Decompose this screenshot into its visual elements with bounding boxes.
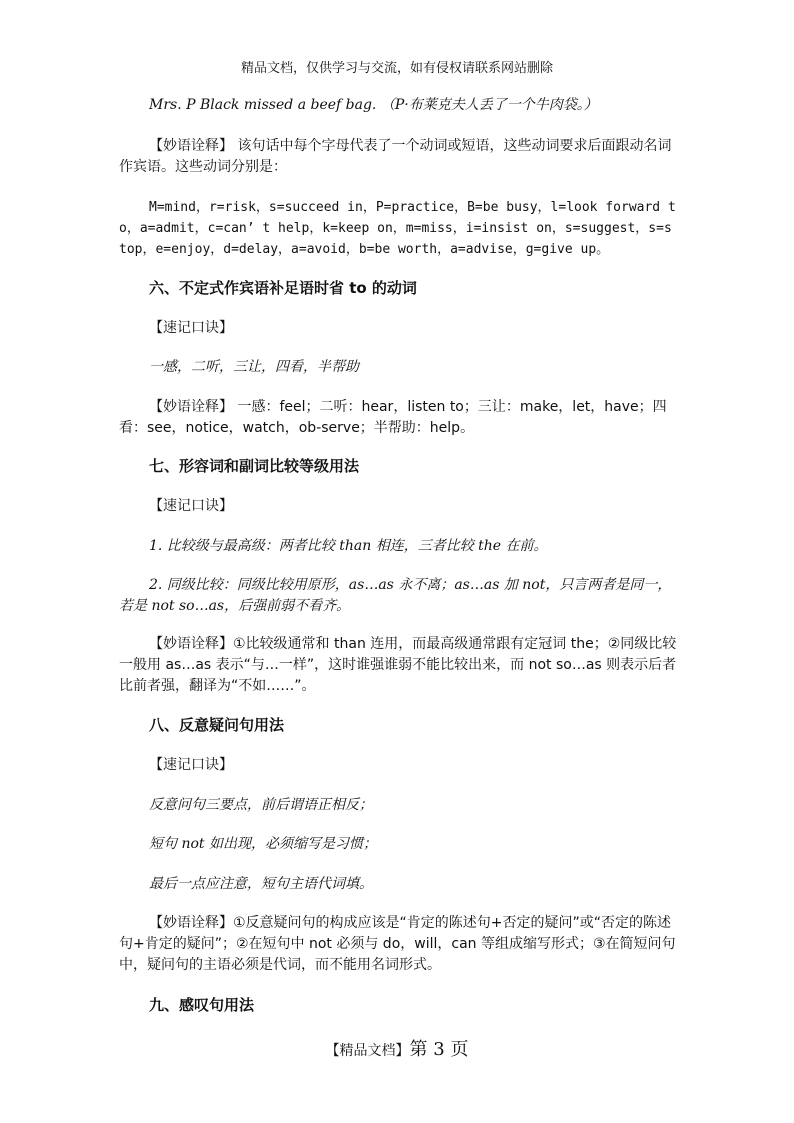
section8-quick-verse-3: 最后一点应注意，短句主语代词填。 (149, 876, 373, 892)
section9-heading: 九、感叹句用法 (149, 996, 255, 1014)
section7-explanation: 【妙语诠释】①比较级通常和 than 连用，而最高级通常跟有定冠词 the；②同级比较一般用 as…as 表示“与…一样”，这时谁强谁弱不能比较出来，而 not so…as 则表示后者比前者强，翻译为“不如……”。 (119, 636, 677, 694)
section6-quick-label: 【速记口诀】 (149, 320, 233, 336)
section8-heading: 八、反意疑问句用法 (149, 716, 285, 734)
section5-verb-list: M=mind，r=risk，s=succeed in，P=practice，B=be busy，l=look forward to，a=admit，c=can’ t help，k=keep on，m=miss，i=insist on，s=suggest，s=stop，e=enjoy，d=delay，a=avoid，b=be worth，a=advise，g=give up。 (119, 200, 676, 257)
page-footer (0, 1035, 794, 1061)
section7-quick-label: 【速记口诀】 (149, 498, 233, 514)
section5-explanation: 【妙语诠释】 该句话中每个字母代表了一个动词或短语，这些动词要求后面跟动名词作宾语。这些动词分别是： (119, 138, 672, 175)
footer-label: 【精品文档】 (325, 1043, 410, 1059)
section8-quick-verse-2: 短句 not 如出现，必须缩写是习惯； (149, 836, 377, 852)
section8-explanation: 【妙语诠释】①反意疑问句的构成应该是“肯定的陈述句+否定的疑问”或“否定的陈述句+肯定的疑问”；②在短句中 not 必须与 do，will，can 等组成缩写形式；③在简短问句中，疑问句的主语必须是代词，而不能用名词形式。 (119, 915, 676, 973)
section8-quick-verse-1: 反意问句三要点，前后谓语正相反； (149, 797, 373, 813)
section7-quick-verse-1: 1. 比较级与最高级：两者比较 than 相连，三者比较 the 在前。 (149, 538, 548, 554)
mnemonic-sentence: Mrs. P Black missed a beef bag. （P·布莱克夫人丢了一个牛肉袋。） (149, 97, 598, 113)
page-header: 精品文档，仅供学习与交流，如有侵权请联系网站删除 (240, 61, 553, 76)
section8-quick-label: 【速记口诀】 (149, 757, 233, 773)
section6-quick-verse: 一感，二听，三让，四看，半帮助 (149, 359, 359, 375)
section6-heading: 六、不定式作宾语补足语时省 to 的动词 (149, 279, 417, 297)
section7-quick-verse-2: 2. 同级比较：同级比较用原形，as…as 永不离；as…as 加 not，只言两者是同一，若是 not so…as，后强前弱不看齐。 (119, 577, 672, 614)
section7-heading: 七、形容词和副词比较等级用法 (149, 457, 360, 475)
page-number: 第 3 页 (409, 1039, 469, 1060)
section6-explanation: 【妙语诠释】 一感：feel；二听：hear，listen to；三让：make，let，have；四看：see，notice，watch，ob-serve；半帮助：help。 (119, 399, 667, 436)
